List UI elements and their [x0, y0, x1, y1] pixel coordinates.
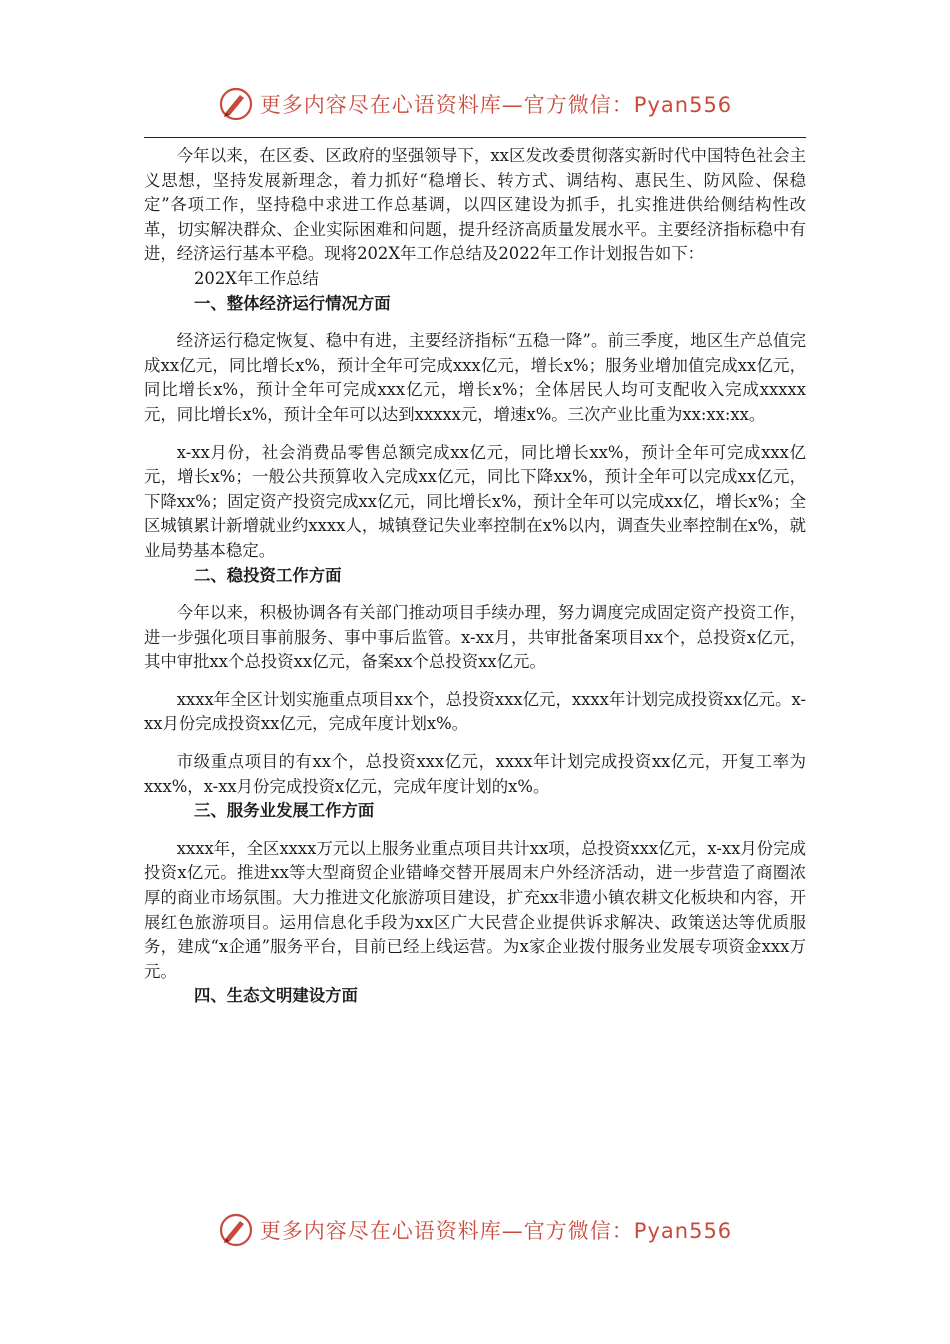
header-banner: [0, 84, 950, 124]
section-1-title: 一、整体经济运行情况方面: [194, 293, 391, 313]
footer-banner: [0, 1210, 950, 1250]
section-2-paragraph-2: xxxx年全区计划实施重点项目xx个，总投资xxx亿元，xxxx年计划完成投资xx亿元。x-xx月份完成投资xx亿元，完成年度计划x%。: [144, 689, 806, 734]
section-2-title: 二、稳投资工作方面: [194, 565, 342, 585]
pen-circle-icon: [218, 1212, 254, 1248]
section-3-paragraph-1: xxxx年，全区xxxx万元以上服务业重点项目共计xx项，总投资xxx亿元，x-xx月份完成投资x亿元。推进xx等大型商贸企业错峰交替开展周末户外经济活动，进一步营造了商圈浓厚的商业市场氛围。大力推进文化旅游项目建设，扩充xx非遗小镇农耕文化板块和内容，开展红色旅游项目。运用信息化手段为xx区广大民营企业提供诉求解决、政策送达等优质服务，建成“x企通”服务平台，目前已经上线运营。为x家企业拨付服务业发展专项资金xxx万元。: [144, 838, 806, 981]
section-3-title: 三、服务业发展工作方面: [194, 801, 375, 821]
footer-banner-text: 更多内容尽在心语资料库—官方微信：Pyan556: [259, 1219, 733, 1243]
summary-title: 202X年工作总结: [194, 268, 319, 288]
header-banner-text: 更多内容尽在心语资料库—官方微信：Pyan556: [259, 93, 733, 117]
document-body: [144, 144, 806, 1009]
section-1-paragraph-1: 经济运行稳定恢复、稳中有进，主要经济指标“五稳一降”。前三季度，地区生产总值完成xx亿元，同比增长x%，预计全年可完成xxx亿元，增长x%；服务业增加值完成xx亿元，同比增长x%，预计全年可完成xxx亿元，增长x%；全体居民人均可支配收入完成xxxxx元，同比增长x%，预计全年可以达到xxxxx元，增速x%。三次产业比重为xx:xx:xx。: [144, 331, 806, 424]
section-2-paragraph-3: 市级重点项目的有xx个，总投资xxx亿元，xxxx年计划完成投资xx亿元，开复工率为xxx%，x-xx月份完成投资x亿元，完成年度计划的x%。: [144, 752, 806, 796]
intro-paragraph: 今年以来，在区委、区政府的坚强领导下，xx区发改委贯彻落实新时代中国特色社会主义思想，坚持发展新理念，着力抓好“稳增长、转方式、调结构、惠民生、防风险、保稳定”各项工作，坚持稳中求进工作总基调，以四区建设为抓手，扎实推进供给侧结构性改革，切实解决群众、企业实际困难和问题，提升经济高质量发展水平。主要经济指标稳中有进，经济运行基本平稳。现将202X年工作总结及2022年工作计划报告如下：: [144, 146, 806, 264]
pen-circle-icon: [218, 86, 254, 122]
section-4-title: 四、生态文明建设方面: [194, 986, 358, 1006]
section-2-paragraph-1: 今年以来，积极协调各有关部门推动项目手续办理，努力调度完成固定资产投资工作，进一步强化项目事前服务、事中事后监管。x-xx月，共审批备案项目xx个，总投资x亿元，其中审批xx个总投资xx亿元，备案xx个总投资xx亿元。: [144, 603, 806, 672]
header-divider: [144, 137, 806, 138]
section-1-paragraph-2: x-xx月份，社会消费品零售总额完成xx亿元，同比增长xx%，预计全年可完成xxx亿元，增长x%；一般公共预算收入完成xx亿元，同比下降xx%，预计全年可以完成xx亿元，下降xx%；固定资产投资完成xx亿元，同比增长x%，预计全年可以完成xx亿，增长x%；全区城镇累计新增就业约xxxx人，城镇登记失业率控制在x%以内，调查失业率控制在x%，就业局势基本稳定。: [144, 442, 806, 560]
